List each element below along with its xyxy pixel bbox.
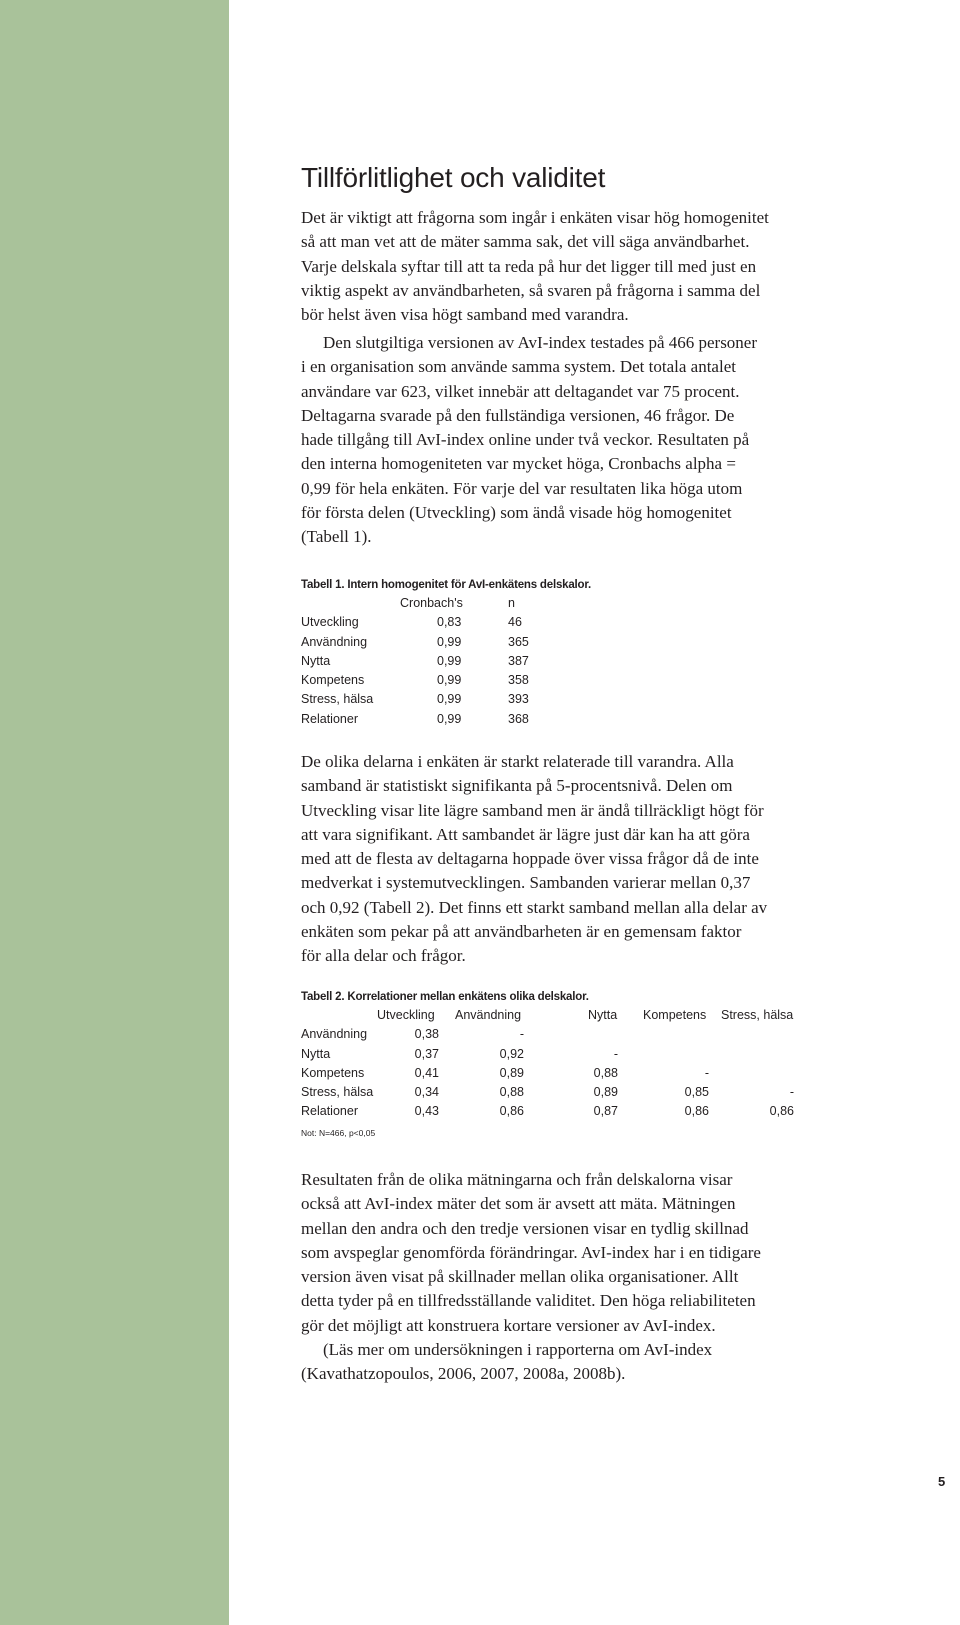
table-row	[301, 652, 601, 671]
text-line: detta tyder på en tillfredsställande validitet. Den höga reliabiliteten	[301, 1291, 756, 1311]
table-cell: 0,37	[414, 1046, 439, 1061]
table-cell: 0,88	[499, 1085, 524, 1100]
text-line: med att de flesta av deltagarna hoppade över vissa frågor då de inte	[301, 849, 759, 869]
table-cell: -	[704, 1065, 709, 1080]
text-line: Utveckling visar lite lägre samband men är ändå tillräckligt högt för	[301, 800, 764, 820]
table-header-cell: n	[508, 596, 515, 610]
table-cell: 0,92	[499, 1046, 524, 1061]
text-line: enkäten som pekar på att användbarheten är en gemensam faktor	[301, 922, 742, 942]
text-line: bör helst även visa högt samband med varandra.	[301, 305, 629, 325]
text-line: så att man vet att de mäter samma sak, det vill säga användbarhet.	[301, 232, 750, 252]
table-cell: 0,99	[437, 653, 462, 668]
table-cell: -	[519, 1027, 524, 1042]
table-cell: Relationer	[301, 1104, 358, 1119]
text-line: också att AvI-index mäter det som är avsett att mäta. Mätningen	[301, 1194, 736, 1214]
paragraph-intro	[301, 206, 861, 327]
table-header-cell: Kompetens	[643, 1008, 707, 1022]
paragraph-validity	[301, 1168, 861, 1338]
text-line: (Läs mer om undersökningen i rapporterna om AvI-index	[323, 1340, 713, 1359]
table2	[301, 1006, 801, 1122]
table-cell: 358	[508, 673, 529, 688]
table-cell: 365	[508, 634, 529, 649]
table-cell: 0,99	[437, 634, 462, 649]
text-line: Varje delskala syftar till att ta reda på hur det ligger till med just en	[301, 256, 757, 276]
table-header-cell: Nytta	[588, 1008, 618, 1022]
table1-caption: Tabell 1. Intern homogenitet för AvI-enkätens delskalor.	[301, 579, 591, 591]
table-cell: 46	[508, 615, 522, 630]
table-cell: 368	[508, 711, 529, 726]
table-cell: 0,41	[414, 1065, 439, 1080]
table-row	[301, 1025, 801, 1044]
table-cell: Nytta	[301, 653, 331, 668]
table-header-cell: Stress, hälsa	[721, 1008, 794, 1022]
table-cell: Användning	[301, 1027, 368, 1042]
table-cell: Utveckling	[301, 615, 359, 630]
text-line: samband är statistiskt signifikanta på 5-procentsnivå. Delen om	[301, 776, 733, 796]
paragraph-study	[301, 331, 861, 550]
table-row	[301, 1102, 801, 1121]
table-row	[301, 1083, 801, 1102]
table-cell: 0,99	[437, 692, 462, 707]
text-line: medverkat i systemutvecklingen. Sambanden varierar mellan 0,37	[301, 873, 751, 893]
text-line: i en organisation som använde samma system. Det totala antalet	[301, 357, 736, 377]
table-cell: 0,89	[499, 1065, 524, 1080]
table-row	[301, 633, 601, 652]
table-cell: Stress, hälsa	[301, 1085, 374, 1100]
text-line: Deltagarna svarade på den fullständiga versionen, 46 frågor. De	[301, 405, 735, 425]
table-row	[301, 613, 601, 632]
table-row	[301, 1064, 801, 1083]
table-cell: 0,99	[437, 711, 462, 726]
text-line: och 0,92 (Tabell 2). Det finns ett starkt samband mellan alla delar av	[301, 897, 768, 917]
table-cell: 0,43	[414, 1104, 439, 1119]
table-header-cell: Användning	[455, 1008, 522, 1022]
table-cell: -	[613, 1046, 618, 1061]
table-header-row	[301, 1006, 801, 1025]
table-cell: 0,89	[593, 1085, 618, 1100]
table-cell: Kompetens	[301, 1065, 365, 1080]
table-cell: 0,85	[684, 1085, 709, 1100]
text-line: att vara signifikant. Att sambandet är lägre just där kan ha att göra	[301, 824, 750, 844]
table-cell: Relationer	[301, 711, 358, 726]
text-line: De olika delarna i enkäten är starkt relaterade till varandra. Alla	[301, 752, 734, 771]
text-line: för första delen (Utveckling) som ändå visade hög homogenitet	[301, 503, 732, 523]
page-title: Tillförlitlighet och validitet	[301, 162, 606, 193]
table2-note: Not: N=466, p<0,05	[301, 1128, 376, 1138]
table1	[301, 594, 601, 729]
table-header-cell: Utveckling	[377, 1008, 435, 1022]
table-header-row	[301, 594, 601, 613]
table-cell: 0,99	[437, 673, 462, 688]
table-header-cell: Cronbach's	[400, 596, 463, 610]
text-line: som avspeglar genomförda förändringar. AvI-index har i en tidigare	[301, 1242, 761, 1262]
table-cell: 0,88	[593, 1065, 618, 1080]
table-cell: 0,83	[437, 615, 462, 630]
table-cell: 0,86	[684, 1104, 709, 1119]
text-line: Den slutgiltiga versionen av AvI-index testades på 466 personer	[323, 333, 758, 352]
text-line: version även visat på skillnader mellan olika organisationer. Allt	[301, 1267, 739, 1287]
paragraph-references	[301, 1338, 861, 1387]
table-row	[301, 690, 601, 709]
table-cell: Kompetens	[301, 673, 365, 688]
table-cell: 0,38	[414, 1027, 439, 1042]
text-line: användare var 623, vilket innebär att deltagandet var 75 procent.	[301, 381, 740, 401]
table-cell: 0,86	[499, 1104, 524, 1119]
page-number: 5	[938, 1474, 946, 1489]
table-cell: -	[789, 1085, 794, 1100]
table-cell: 387	[508, 653, 529, 668]
table-cell: 393	[508, 692, 529, 707]
text-line: mellan den andra och den tredje versionen visar en tydlig skillnad	[301, 1218, 749, 1238]
text-line: 0,99 för hela enkäten. För varje del var resultaten lika höga utom	[301, 478, 743, 498]
table2-caption: Tabell 2. Korrelationer mellan enkätens olika delskalor.	[301, 991, 589, 1003]
table-cell: Nytta	[301, 1046, 331, 1061]
table-row	[301, 1045, 801, 1064]
table-row	[301, 710, 601, 729]
table-row	[301, 671, 601, 690]
table-cell: 0,87	[593, 1104, 618, 1119]
text-line: (Kavathatzopoulos, 2006, 2007, 2008a, 2008b).	[301, 1364, 626, 1384]
table-cell: 0,86	[769, 1104, 794, 1119]
table-cell: Användning	[301, 634, 368, 649]
text-line: för alla delar och frågor.	[301, 946, 466, 966]
text-line: gör det möjligt att konstruera kortare versioner av AvI-index.	[301, 1315, 716, 1335]
text-line: Det är viktigt att frågorna som ingår i enkäten visar hög homogenitet	[301, 208, 769, 227]
table-cell: Stress, hälsa	[301, 692, 374, 707]
text-line: (Tabell 1).	[301, 527, 372, 547]
text-line: Resultaten från de olika mätningarna och från delskalorna visar	[301, 1170, 733, 1189]
text-line: viktig aspekt av användbarheten, så svaren på frågorna i samma del	[301, 280, 761, 300]
table-cell: 0,34	[414, 1085, 439, 1100]
side-color-band	[0, 0, 229, 1625]
text-line: den interna homogeniteten var mycket höga, Cronbachs alpha =	[301, 454, 736, 474]
paragraph-relations	[301, 750, 861, 969]
text-line: hade tillgång till AvI-index online under två veckor. Resultaten på	[301, 430, 750, 450]
